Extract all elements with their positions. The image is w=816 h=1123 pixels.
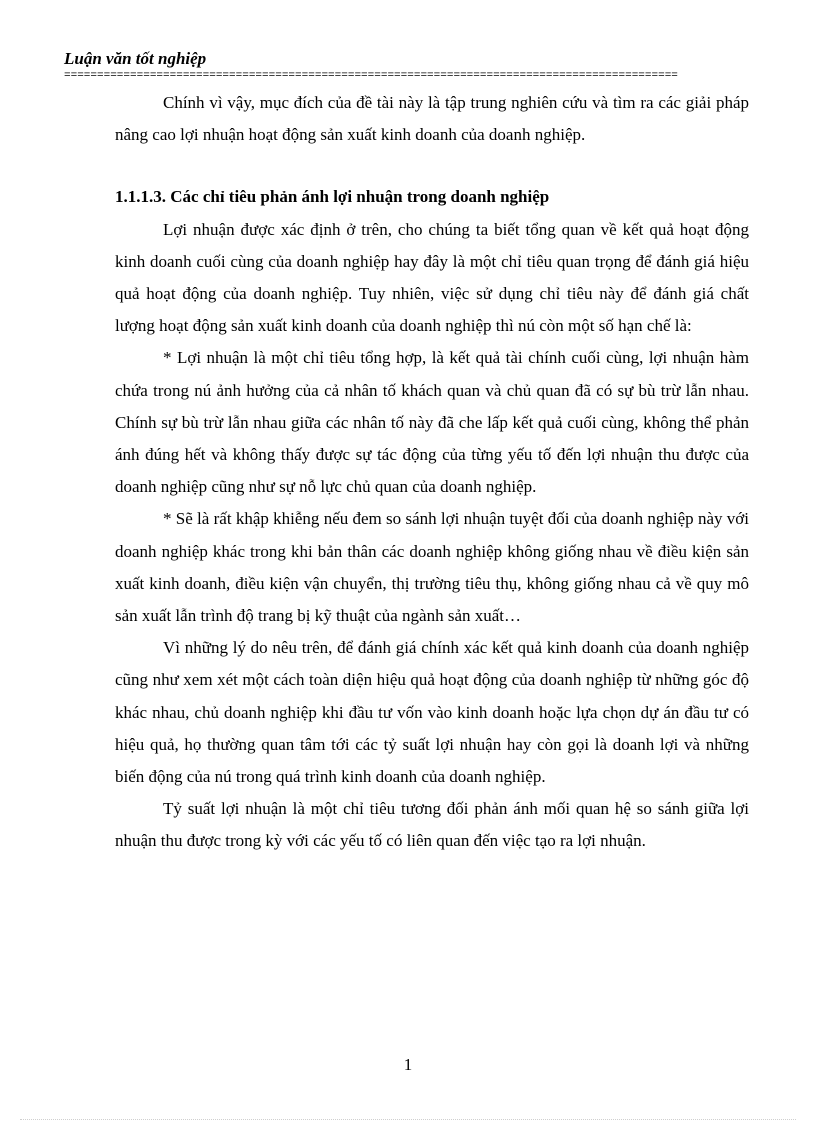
paragraph-bullet-2: * Sẽ là rất khập khiễng nếu đem so sánh lợi nhuận tuyệt đối của doanh nghiệp này với doanh nghiệp khác trong khi bản thân các doanh nghiệp không giống nhau về điều kiện sản xuất kinh doanh, điều kiện vận chuyển, thị trường tiêu thụ, không giống nhau cả về quy mô sản xuất lẫn trình độ trang bị kỹ thuật của ngành sản xuất… xyxy=(115,509,749,626)
page-number: 1 xyxy=(403,1055,413,1074)
page-body xyxy=(115,87,749,858)
section-heading: 1.1.1.3. Các chỉ tiêu phản ánh lợi nhuận trong doanh nghiệp xyxy=(115,187,550,207)
spacer xyxy=(115,151,749,181)
paragraph-bullet-1: * Lợi nhuận là một chỉ tiêu tổng hợp, là kết quả tài chính cuối cùng, lợi nhuận hàm chứa trong nú ảnh hưởng của cả nhân tố khách quan và chủ quan đã có sự bù trừ lẫn nhau. Chính sự bù trừ lẫn nhau giữa các nhân tố này đã che lấp kết quả cuối cùng, không thể phản ánh đúng hết và không thấy được sự tác động của từng yếu tố đến lợi nhuận thu được của doanh nghiệp cũng như sự nỗ lực chủ quan của doanh nghiệp. xyxy=(115,348,749,497)
paragraph-reasons: Vì những lý do nêu trên, để đánh giá chính xác kết quả kinh doanh của doanh nghiệp cũng như xem xét một cách toàn diện hiệu quả hoạt động của doanh nghiệp từ những góc độ khác nhau, chủ doanh nghiệp khi đầu tư vốn vào kinh doanh hoặc lựa chọn dự án đầu tư có hiệu quả, họ thường quan tâm tới các tỷ suất lợi nhuận hay còn gọi là doanh lợi và những biến động của nú trong quá trình kinh doanh của doanh nghiệp. xyxy=(115,638,749,787)
footer-divider xyxy=(20,1119,796,1120)
header-rule: ============================================================================================= xyxy=(64,70,678,82)
paragraph-overview: Lợi nhuận được xác định ở trên, cho chúng ta biết tổng quan về kết quả hoạt động kinh doanh cuối cùng của doanh nghiệp hay đây là một chỉ tiêu quan trọng để đánh giá hiệu quả hoạt động của doanh nghiệp. Tuy nhiên, việc sử dụng chỉ tiêu này để đánh giá chất lượng hoạt động sản xuất kinh doanh của doanh nghiệp thì nú còn một số hạn chế là: xyxy=(115,219,749,336)
paragraph-intro: Chính vì vậy, mục đích của đề tài này là tập trung nghiên cứu và tìm ra các giải pháp nâng cao lợi nhuận hoạt động sản xuất kinh doanh của doanh nghiệp. xyxy=(115,93,749,145)
paragraph-definition: Tỷ suất lợi nhuận là một chỉ tiêu tương đối phản ánh mối quan hệ so sánh giữa lợi nhuận thu được trong kỳ với các yếu tố có liên quan đến việc tạo ra lợi nhuận. xyxy=(115,799,749,851)
header-title: Luận văn tốt nghiệp xyxy=(64,49,207,68)
